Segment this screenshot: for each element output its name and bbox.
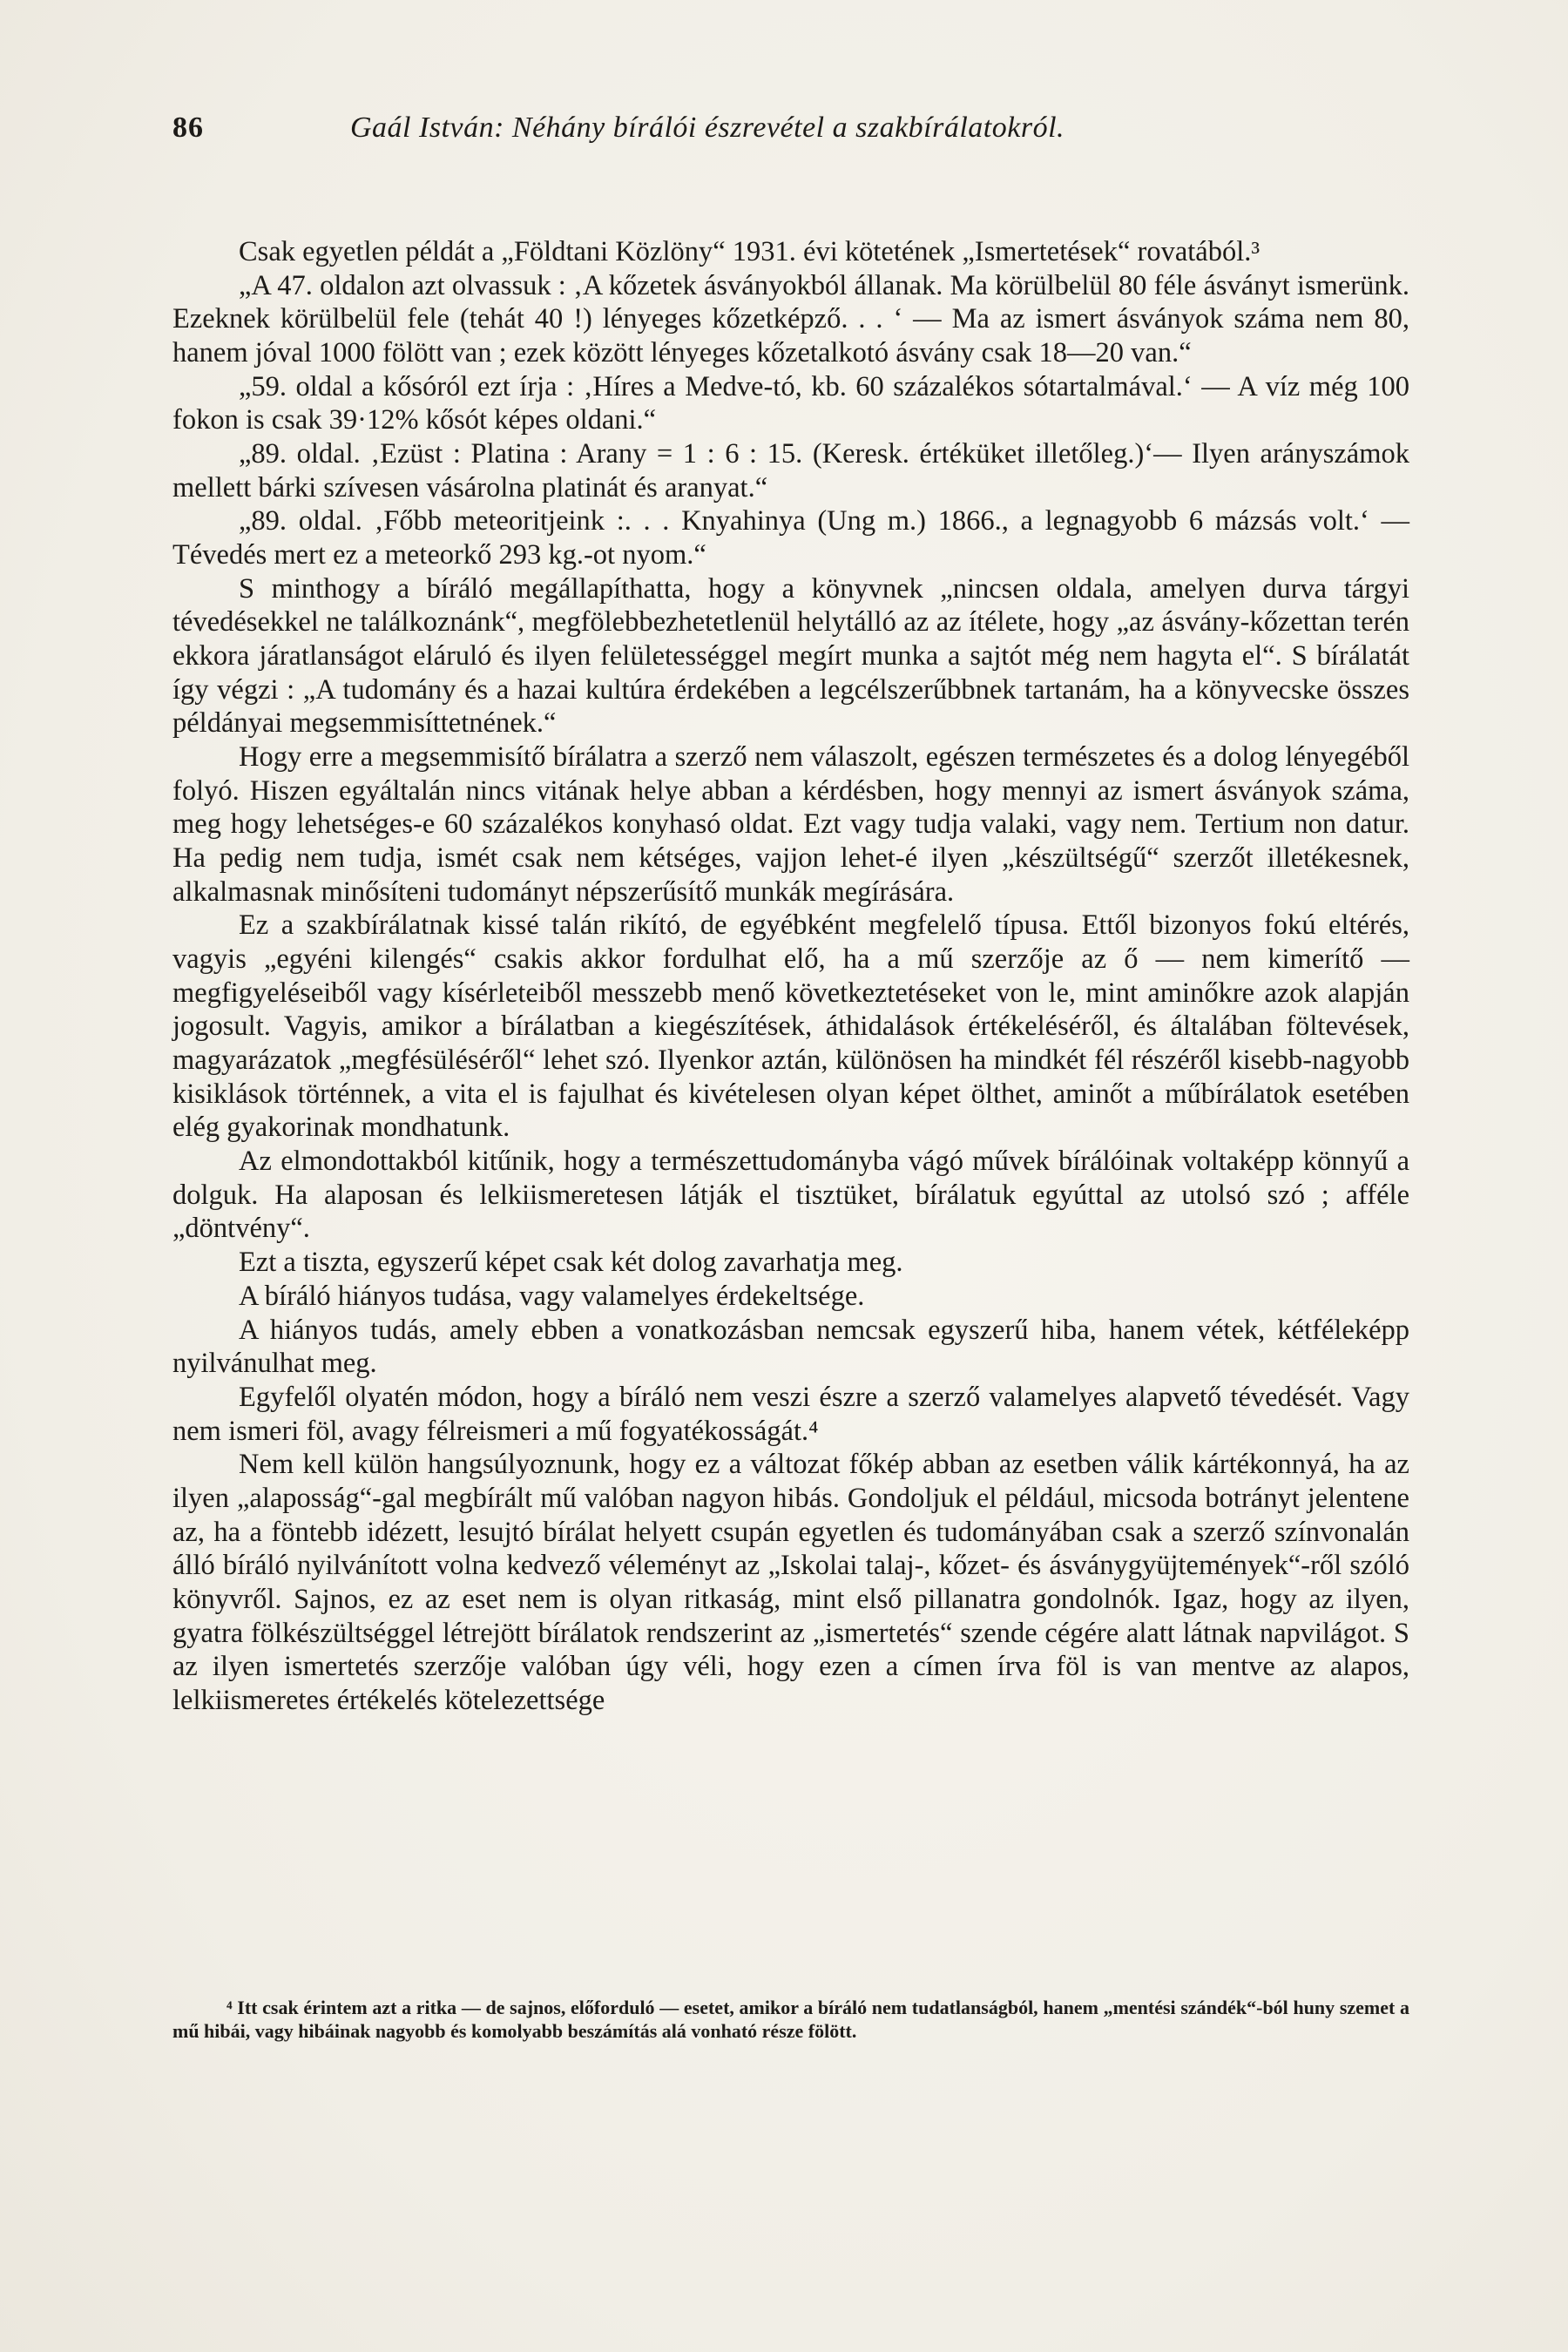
paragraph: Ez a szakbírálatnak kissé talán rikító, de egyébként megfelelő típusa. Ettől bizonyos fokú eltérés, vagyis „egyéni kilengés“ csakis akkor fordulhat elő, ha a mű szerzője az ő — nem kimerítő — megfigyeléseiből vagy kísérleteiből messzebb menő következtetéseket von le, mint aminőkre azok alapján jogosult. Vagyis, amikor a bírálatban a kiegészítések, áthidalások értékeléséről, és általában föltevések, magyarázatok „megfésüléséről“ lehet szó. Ilyenkor aztán, különösen ha mindkét fél részéről kisebb-nagyobb kisiklások történnek, a vita el is fajulhat és kivételesen olyan képet ölthet, aminőt a műbírálatok esetében elég gyakorinak mondhatunk. — [172, 909, 1409, 1144]
paragraph: Ezt a tiszta, egyszerű képet csak két dolog zavarhatja meg. — [239, 1247, 903, 1279]
paragraph: Hogy erre a megsemmisítő bírálatra a szerző nem válaszolt, egészen természetes és a dolog lényegéből folyó. Hiszen egyáltalán nincs vitának helye abban a kérdésben, hogy mennyi az ismert ásványok száma, meg hogy lehetséges-e 60 százalékos konyhasó oldat. Ezt vagy tudja valaki, vagy nem. Tertium non datur. Ha pedig nem tudja, ismét csak nem kétséges, vajjon lehet-é ilyen „készültségű“ szerzőt illetékesnek, alkalmasnak minősíteni tudományt népszerűsítő munkák megírására. — [172, 741, 1409, 908]
paragraph: Csak egyetlen példát a „Földtani Közlöny“ 1931. évi kötetének „Ismertetések“ rovatából.³ — [239, 236, 1260, 267]
footnote-text: ⁴ Itt csak érintem azt a ritka — de sajnos, előforduló — esetet, amikor a bíráló nem tudatlanságból, hanem „mentési szándék“-ból huny szemet a mű hibái, vagy hibáinak nagyobb és komolyabb beszámítás alá vonható része fölött. — [172, 1997, 1409, 2042]
footnote — [172, 1997, 1409, 2044]
running-title: Gaál István: Néhány bírálói észrevétel a szakbírálatokról. — [350, 112, 1065, 144]
paragraph: Nem kell külön hangsúlyoznunk, hogy ez a változat főkép abban az esetben válik kártékonnyá, ha az ilyen „alaposság“-gal megbírált mű valóban nagyon hibás. Gondoljuk el például, micsoda botrányt jelentene az, ha a föntebb idézett, lesujtó bírálat helyett csupán egyetlen és tudományában csak a szerző színvonalán álló bíráló nyilvánított volna kedvező véleményt az „Iskolai talaj-, kőzet- és ásványgyüjtemények“-ről szóló könyvről. Sajnos, ez az eset nem is olyan ritkaság, mint első pillanatra gondolnók. Igaz, hogy az ilyen, gyatra fölkészültséggel létrejött bírálatok rendszerint az „ismertetés“ szende cégére alatt látnak napvilágot. S az ilyen ismertetés szerzője valóban úgy véli, hogy ezen a címen írva föl is van mentve az alapos, lelkiismeretes értékelés kötelezettsége — [172, 1449, 1409, 1716]
page-number: 86 — [172, 112, 204, 144]
paragraph: „89. oldal. ‚Ezüst : Platina : Arany = 1 : 6 : 15. (Keresk. értéküket illetőleg.)‘— Ilyen arányszámok mellett bárki szívesen vásárolna platinát és aranyat.“ — [172, 438, 1409, 504]
running-head — [172, 112, 1392, 155]
paragraph: „A 47. oldalon azt olvassuk : ‚A kőzetek ásványokból állanak. Ma körülbelül 80 féle ásványt ismerünk. Ezeknek körülbelül fele (tehát 40 !) lényeges kőzetképző. . . ‘ — Ma az ismert ásványok száma nem 80, hanem jóval 1000 fölött van ; ezek között lényeges kőzetalkotó ásvány csak 18—20 van.“ — [172, 269, 1409, 369]
paragraph: Az elmondottakból kitűnik, hogy a természettudományba vágó művek bírálóinak voltaképp könnyű a dolguk. Ha alaposan és lelkiismeretesen látják el tisztüket, bírálatuk egyúttal az utolsó szó ; afféle „döntvény“. — [172, 1146, 1409, 1245]
paragraph: S minthogy a bíráló megállapíthatta, hogy a könyvnek „nincsen oldala, amelyen durva tárgyi tévedésekkel ne találkoznánk“, megfölebbezhetetlenül helytálló az az ítélete, hogy „az ásvány-kőzettan terén ekkora járatlanságot eláruló és ilyen felületességgel megírt munka a sajtót még nem hagyta el“. S bírálatát így végzi : „A tudomány és a hazai kultúra érdekében a legcélszerűbbnek tartanám, ha a könyvecske összes példányai megsemmisíttetnének.“ — [172, 572, 1409, 740]
paragraph: „89. oldal. ‚Főbb meteoritjeink :. . . Knyahinya (Ung m.) 1866., a legnagyobb 6 mázsás volt.‘ — Tévedés mert ez a meteorkő 293 kg.-ot nyom.“ — [172, 505, 1409, 571]
paragraph: Egyfelől olyatén módon, hogy a bíráló nem veszi észre a szerző valamelyes alapvető tévedését. Vagy nem ismeri föl, avagy félreismeri a mű fogyatékosságát.⁴ — [172, 1381, 1409, 1447]
paragraph: A bíráló hiányos tudása, vagy valamelyes érdekeltsége. — [239, 1280, 865, 1312]
body-text — [172, 235, 1409, 1718]
paragraph: „59. oldal a kősóról ezt írja : ‚Híres a Medve-tó, kb. 60 százalékos sótartalmával.‘ — A víz még 100 fokon is csak 39·12% kősót képes oldani.“ — [172, 370, 1409, 436]
paragraph: A hiányos tudás, amely ebben a vonatkozásban nemcsak egyszerű hiba, hanem vétek, kétféleképp nyilvánulhat meg. — [172, 1314, 1409, 1380]
